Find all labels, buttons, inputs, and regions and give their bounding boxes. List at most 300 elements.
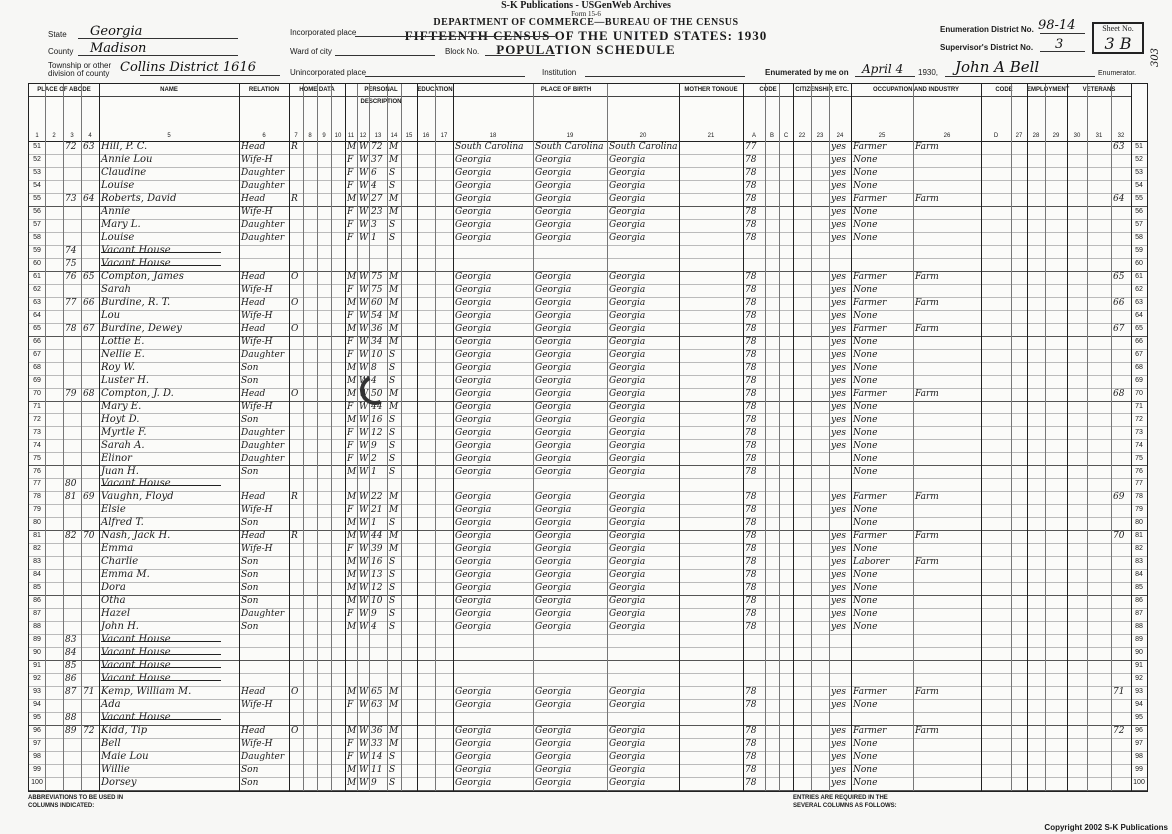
family-cell: 68 [83,388,95,399]
line-number-right: 61 [1135,272,1143,280]
dwelling-cell: 73 [65,193,77,204]
line-number: 59 [33,246,41,254]
code-cell: 78 [745,518,757,529]
name-cell: Hill, P. C. [101,141,148,152]
column-number: 18 [489,133,497,139]
relation-cell: Daughter [241,609,285,620]
sex-cell: F [347,752,354,763]
occupation-cell: None [853,466,878,477]
table-row [29,517,1147,531]
age-cell: 36 [371,726,383,737]
code-cell: 78 [745,570,757,581]
line-number: 89 [33,636,41,644]
marital-cell: M [389,492,399,503]
name-cell: Vacant House [101,478,171,490]
line-number-right: 52 [1135,155,1143,163]
form-number: Form 15-6 [571,10,601,18]
citizen-cell: yes [831,687,847,698]
citizen-cell: yes [831,414,847,425]
father-cell: Georgia [535,440,572,451]
birth-cell: Georgia [455,362,492,373]
line-number: 87 [33,610,41,618]
mother-cell: Georgia [609,375,646,386]
column-group-header: CODE [981,84,1027,97]
birth-cell: Georgia [455,765,492,776]
table-row [29,543,1147,557]
line-number: 78 [33,493,41,501]
sex-cell: F [347,453,354,464]
age-cell: 8 [371,362,377,373]
relation-cell: Son [241,375,259,386]
marital-cell: M [389,336,399,347]
marital-cell: S [389,440,396,451]
birth-cell: Georgia [455,206,492,217]
line-number-right: 85 [1135,584,1143,592]
occupation-cell: None [853,427,878,438]
line-number: 74 [33,441,41,449]
citizen-cell: yes [831,401,847,412]
mother-cell: Georgia [609,414,646,425]
citizen-cell: yes [831,323,847,334]
family-cell: 71 [83,687,95,698]
table-row [29,478,1147,492]
column-group-header: CODE [743,84,793,97]
table-row [29,699,1147,713]
home-cell: O [291,726,299,737]
column-number: 20 [639,133,647,139]
citizen-cell: yes [831,154,847,165]
citizen-cell: yes [831,778,847,789]
birth-cell: Georgia [455,570,492,581]
column-divider [345,84,346,791]
citizen-cell: yes [831,336,847,347]
marital-cell: S [389,167,396,178]
column-divider [1067,84,1068,791]
column-divider [417,84,418,791]
mother-cell: Georgia [609,440,646,451]
father-cell: Georgia [535,362,572,373]
occupation-cell: Farmer [853,388,887,399]
birth-cell: Georgia [455,505,492,516]
column-number: 22 [798,133,806,139]
race-cell: W [359,583,369,594]
dwelling-cell: 84 [65,648,77,659]
line-number: 77 [33,480,41,488]
name-cell: Alfred T. [101,517,144,529]
table-row [29,284,1147,298]
table-row [29,206,1147,220]
mother-cell: Georgia [609,752,646,763]
line-number-right: 74 [1135,441,1143,449]
column-divider [357,84,358,791]
race-cell: W [359,180,369,191]
father-cell: Georgia [535,583,572,594]
birth-cell: Georgia [455,700,492,711]
name-cell: Vacant House [101,257,171,269]
birth-cell: Georgia [455,427,492,438]
race-cell: W [359,284,369,295]
enumerator-label: Enumerator. [1098,70,1137,77]
code-cell: 78 [745,310,757,321]
birth-cell: Georgia [455,219,492,230]
column-divider [239,84,240,791]
dwelling-cell: 72 [65,142,77,152]
father-cell: Georgia [535,570,572,581]
occupation-cell: None [853,167,878,178]
sex-cell: M [347,193,357,204]
dwelling-cell: 75 [65,258,77,269]
sex-cell: F [347,206,354,217]
corner-annotation: 303 [1150,47,1162,68]
relation-cell: Son [241,518,259,529]
citizen-cell: yes [831,505,847,516]
occupation-cell: None [853,622,878,633]
column-number: 27 [1015,133,1023,139]
birth-cell: Georgia [455,440,492,451]
farm-schedule-cell: 70 [1113,531,1125,542]
marital-cell: M [389,297,399,308]
sex-cell: F [347,167,354,178]
column-divider [1087,84,1088,791]
column-divider [913,84,914,791]
column-number: 23 [816,133,824,139]
father-cell: Georgia [535,765,572,776]
home-cell: O [291,323,299,334]
citizen-cell: yes [831,375,847,386]
population-schedule-table [28,83,1148,792]
sex-cell: F [347,700,354,711]
code-cell: 78 [745,323,757,334]
father-cell: Georgia [535,531,572,542]
father-cell: Georgia [535,427,572,438]
relation-cell: Daughter [241,219,285,230]
home-cell: O [291,687,299,698]
code-cell: 78 [745,557,757,568]
father-cell: Georgia [535,375,572,386]
table-row [29,751,1147,765]
code-cell: 78 [745,336,757,347]
name-cell: Louise [101,231,135,243]
citizen-cell: yes [831,362,847,373]
publisher-banner: S-K Publications - USGenWeb Archives [501,0,671,11]
family-cell: 64 [83,193,95,204]
column-number: D [993,133,999,139]
dwelling-cell: 85 [65,661,77,672]
sex-cell: M [347,726,357,737]
column-divider [303,84,304,791]
age-cell: 4 [371,180,377,191]
table-row [29,362,1147,376]
table-row [29,556,1147,570]
dwelling-cell: 79 [65,388,77,399]
sex-cell: M [347,583,357,594]
relation-cell: Son [241,466,259,477]
farm-schedule-cell: 66 [1113,297,1125,308]
line-number-right: 89 [1135,636,1143,644]
line-number: 81 [33,532,41,540]
block-label: Block No. [445,47,480,56]
occupation-cell: Farmer [853,492,887,503]
name-cell: Nash, Jack H. [101,530,171,542]
table-row [29,349,1147,363]
enumerator-signature: John A Bell [955,58,1040,76]
father-cell: Georgia [535,232,572,243]
strikethrough-line [101,680,221,681]
father-cell: Georgia [535,557,572,568]
race-cell: W [359,336,369,347]
father-cell: Georgia [535,466,572,477]
name-cell: Annie [101,205,131,217]
age-cell: 10 [371,349,383,360]
race-cell: W [359,167,369,178]
home-cell: O [291,297,299,308]
name-cell: Vacant House [101,673,171,685]
column-divider [453,84,454,791]
code-cell: 78 [745,700,757,711]
mother-cell: Georgia [609,219,646,230]
table-row [29,414,1147,428]
supervisor-label: Supervisor's District No. [940,43,1034,52]
marital-cell: S [389,570,396,581]
father-cell: Georgia [535,336,572,347]
line-number: 84 [33,571,41,579]
home-cell: O [291,388,299,399]
name-cell: Claudine [101,166,147,178]
code-cell: 78 [745,752,757,763]
line-number: 92 [33,675,41,683]
age-cell: 4 [371,622,377,633]
birth-cell: South Carolina [455,142,524,152]
mother-cell: Georgia [609,466,646,477]
column-number: 7 [294,133,298,139]
occupation-cell: None [853,544,878,555]
line-number-right: 54 [1135,181,1143,189]
name-cell: Burdine, Dewey [101,322,182,334]
column-number: 1 [35,133,39,139]
dwelling-cell: 76 [65,271,77,282]
age-cell: 10 [371,596,383,607]
strikethrough-line [101,641,221,642]
relation-cell: Son [241,583,259,594]
line-number-right: 75 [1135,454,1143,462]
age-cell: 75 [371,284,383,295]
line-number-right: 92 [1135,675,1143,683]
code-cell: 78 [745,271,757,282]
home-cell: R [291,492,298,503]
race-cell: W [359,323,369,334]
relation-cell: Daughter [241,349,285,360]
sex-cell: M [347,765,357,776]
relation-cell: Head [241,323,266,334]
name-cell: Compton, James [101,270,184,282]
marital-cell: M [389,206,399,217]
table-row [29,725,1147,739]
column-divider [1045,84,1046,791]
line-number-right: 99 [1135,766,1143,774]
enumerated-date: April 4 [862,62,904,76]
state-label: State [48,30,67,39]
line-number: 58 [33,233,41,241]
relation-cell: Daughter [241,427,285,438]
line-number: 64 [33,311,41,319]
age-cell: 21 [371,505,383,516]
age-cell: 60 [371,297,383,308]
industry-cell: Farm [915,531,939,542]
code-cell: 78 [745,349,757,360]
code-cell: 78 [745,739,757,750]
citizen-cell: yes [831,297,847,308]
industry-cell: Farm [915,492,939,503]
relation-cell: Wife-H [241,739,273,750]
code-cell: 78 [745,440,757,451]
mother-cell: Georgia [609,570,646,581]
relation-cell: Wife-H [241,284,273,295]
marital-cell: M [389,284,399,295]
code-cell: 78 [745,453,757,464]
column-group-header: HOME DATA [289,84,345,97]
birth-cell: Georgia [455,687,492,698]
relation-cell: Daughter [241,232,285,243]
name-cell: Charlie [101,556,139,568]
father-cell: Georgia [535,687,572,698]
line-number-right: 88 [1135,623,1143,631]
birth-cell: Georgia [455,297,492,308]
home-cell: R [291,142,298,152]
name-cell: Nellie E. [101,348,145,360]
column-divider [1131,84,1132,791]
relation-cell: Head [241,726,266,737]
table-row [29,569,1147,583]
marital-cell: M [389,726,399,737]
birth-cell: Georgia [455,414,492,425]
father-cell: South Carolina [535,142,604,152]
line-number: 53 [33,168,41,176]
code-cell: 78 [745,167,757,178]
line-number-right: 71 [1135,402,1143,410]
column-number: 11 [347,133,355,139]
column-number: B [769,133,774,139]
occupation-cell: None [853,752,878,763]
family-cell: 70 [83,531,95,542]
line-number: 60 [33,259,41,267]
citizen-cell: yes [831,492,847,503]
mother-cell: Georgia [609,492,646,503]
code-cell: 78 [745,596,757,607]
marital-cell: S [389,414,396,425]
name-cell: Dora [101,582,126,594]
name-cell: Myrtle F. [101,426,147,438]
marital-cell: S [389,557,396,568]
sheet-number-box [1092,22,1144,54]
line-number-right: 100 [1133,779,1145,787]
line-number: 83 [33,558,41,566]
relation-cell: Son [241,414,259,425]
table-row [29,777,1147,791]
line-number-right: 70 [1135,389,1143,397]
line-number-right: 72 [1135,415,1143,423]
column-number: 4 [88,133,92,139]
column-number: 2 [52,133,56,139]
mother-cell: Georgia [609,349,646,360]
sex-cell: M [347,466,357,477]
table-row [29,232,1147,246]
code-cell: 78 [745,232,757,243]
race-cell: W [359,414,369,425]
line-number: 100 [31,779,43,787]
line-number: 97 [33,740,41,748]
column-number: C [783,133,789,139]
table-row [29,582,1147,596]
column-divider [81,84,82,791]
birth-cell: Georgia [455,375,492,386]
line-number-right: 90 [1135,649,1143,657]
age-cell: 34 [371,336,383,347]
father-cell: Georgia [535,219,572,230]
farm-schedule-cell: 68 [1113,388,1125,399]
line-number-right: 86 [1135,597,1143,605]
table-row [29,167,1147,181]
line-number-right: 95 [1135,714,1143,722]
birth-cell: Georgia [455,154,492,165]
name-cell: Vacant House [101,660,171,672]
mother-cell: Georgia [609,310,646,321]
name-cell: Vacant House [101,647,171,659]
race-cell: W [359,388,369,399]
marital-cell: S [389,778,396,789]
code-cell: 78 [745,505,757,516]
race-cell: W [359,427,369,438]
age-cell: 72 [371,142,383,152]
relation-cell: Head [241,687,266,698]
enumerated-label: Enumerated by me on [765,68,849,77]
industry-cell: Farm [915,271,939,282]
age-cell: 16 [371,557,383,568]
marital-cell: S [389,622,396,633]
table-row [29,141,1147,155]
race-cell: W [359,453,369,464]
race-cell: W [359,349,369,360]
year-label: 1930, [918,68,939,77]
marital-cell: S [389,362,396,373]
name-cell: Lottie E. [101,335,145,347]
birth-cell: Georgia [455,596,492,607]
marital-cell: S [389,466,396,477]
citizen-cell: yes [831,349,847,360]
occupation-cell: None [853,206,878,217]
age-cell: 22 [371,492,383,503]
line-number: 96 [33,727,41,735]
relation-cell: Wife-H [241,401,273,412]
sex-cell: F [347,310,354,321]
mother-cell: Georgia [609,401,646,412]
code-cell: 78 [745,193,757,204]
code-cell: 78 [745,362,757,373]
home-cell: R [291,193,298,204]
line-number-right: 79 [1135,506,1143,514]
marital-cell: S [389,232,396,243]
citizen-cell: yes [831,440,847,451]
column-divider [401,84,402,791]
relation-cell: Son [241,765,259,776]
birth-cell: Georgia [455,271,492,282]
column-number: A [751,133,756,139]
line-number-right: 97 [1135,740,1143,748]
father-cell: Georgia [535,492,572,503]
abbrev-title: ABBREVIATIONS TO BE USED IN COLUMNS INDICATED: [28,795,124,809]
name-cell: Bell [101,738,121,750]
table-row [29,491,1147,505]
table-row [29,427,1147,441]
